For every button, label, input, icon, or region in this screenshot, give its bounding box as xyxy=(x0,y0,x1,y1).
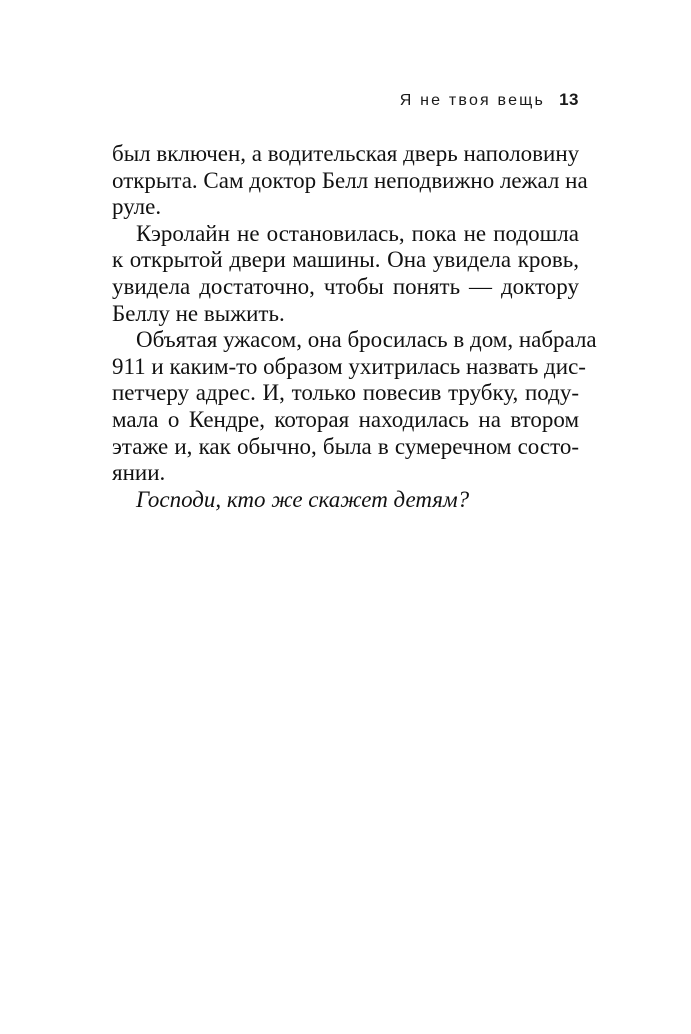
paragraph xyxy=(112,327,597,487)
paragraph xyxy=(112,141,588,221)
text-line: увидела достаточно, чтобы понять — доктору xyxy=(112,273,579,299)
text-line: Беллу не выжить. xyxy=(112,300,285,326)
page-body xyxy=(112,141,597,513)
italic-text-line: Господи, кто же скажет детям? xyxy=(136,486,470,512)
text-line: руле. xyxy=(112,194,162,220)
text-line: 911 и каким-то образом ухитрилась назвать дис- xyxy=(112,353,586,379)
page-number: 13 xyxy=(559,90,579,109)
text-line: мала о Кендре, которая находилась на втором xyxy=(112,406,579,432)
text-line: этаже и, как обычно, была в сумеречном состо- xyxy=(112,433,579,459)
text-line: был включен, а водительская дверь наполовину xyxy=(112,141,580,166)
text-line: петчеру адрес. И, только повесив трубку, поду- xyxy=(112,380,579,406)
book-title: Я не твоя вещь xyxy=(399,92,546,109)
text-line: к открытой двери машины. Она увидела кровь, xyxy=(112,247,579,273)
text-line: Объятая ужасом, она бросилась в дом, набрала xyxy=(136,327,597,353)
paragraph xyxy=(112,221,579,327)
text-line: янии. xyxy=(112,460,166,486)
running-header xyxy=(112,90,579,110)
text-line: Кэролайн не остановилась, пока не подошла xyxy=(136,220,579,246)
paragraph xyxy=(112,487,579,514)
text-line: открыта. Сам доктор Белл неподвижно лежал на xyxy=(112,167,588,193)
